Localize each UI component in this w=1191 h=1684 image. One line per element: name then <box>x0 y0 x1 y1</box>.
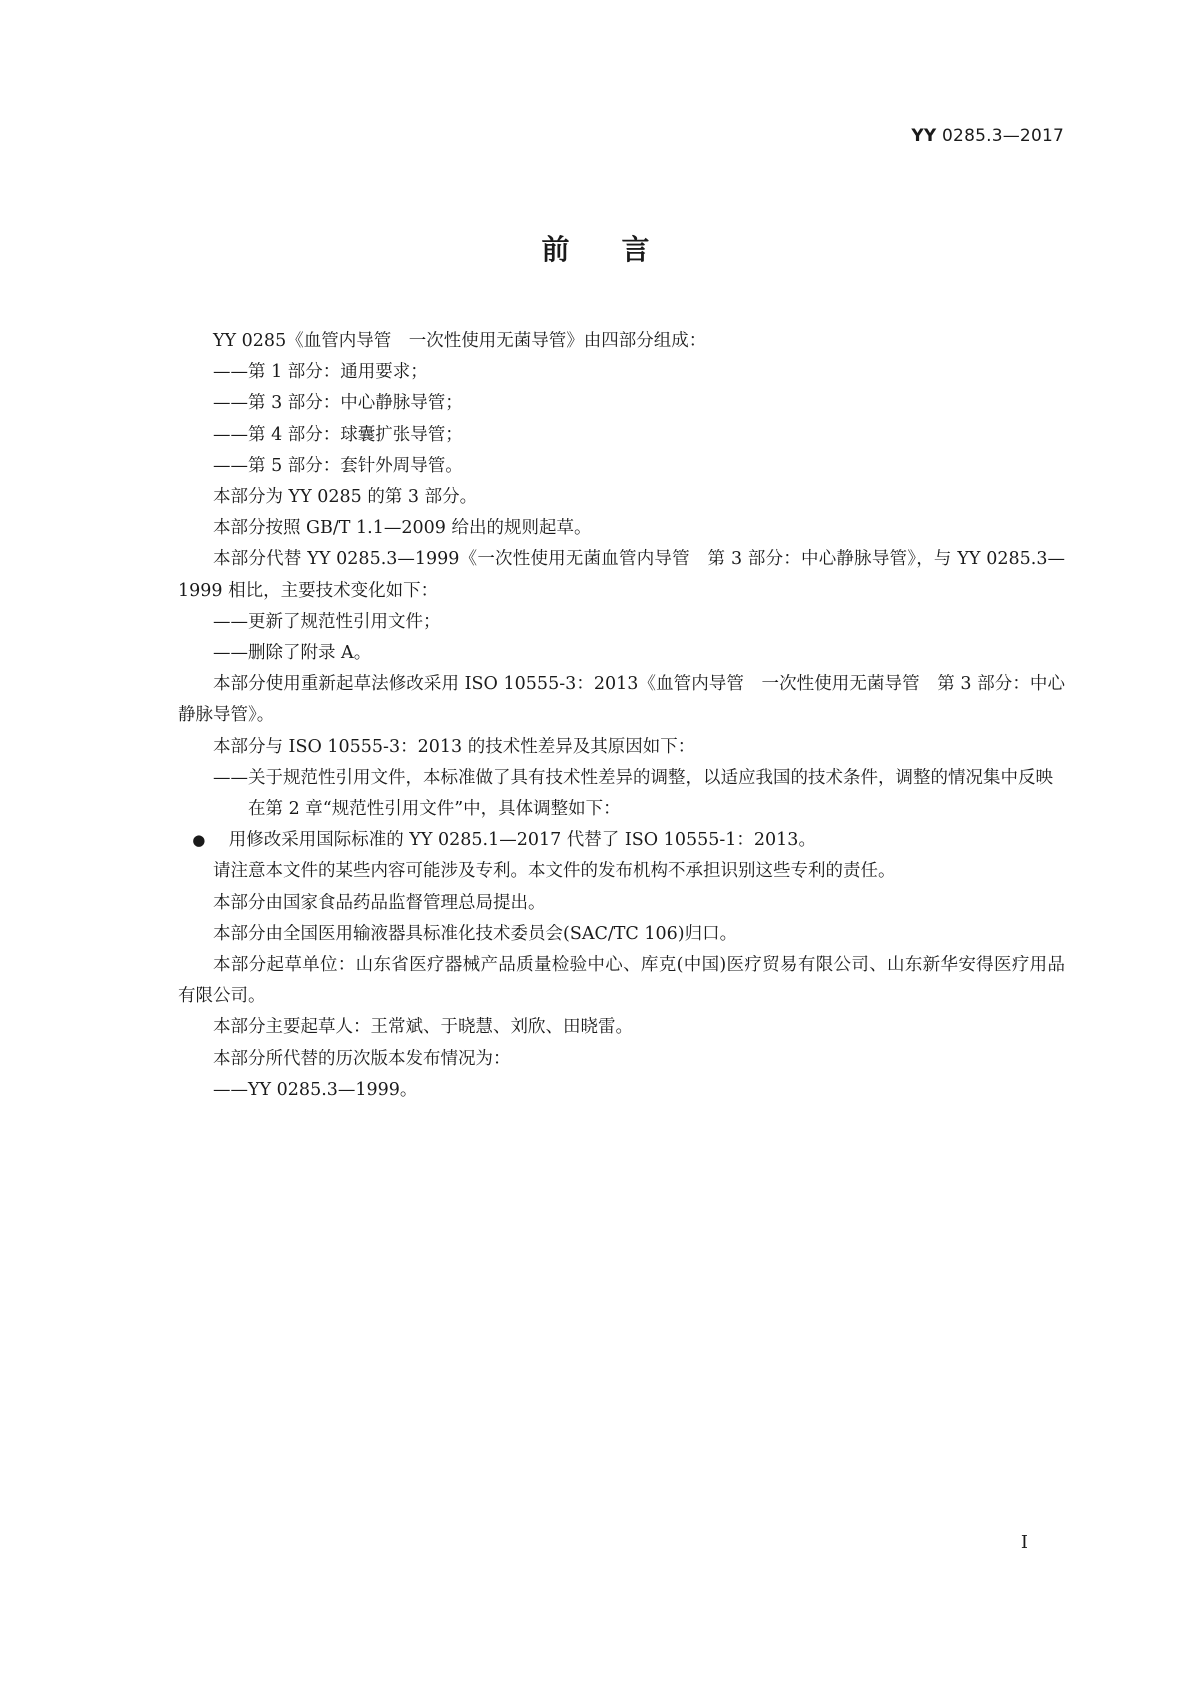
paragraph: 本部分由全国医用输液器具标准化技术委员会(SAC/TC 106)归口。 <box>213 923 738 944</box>
bullet-dot-icon: ● <box>192 831 206 850</box>
paragraph: 本部分由国家食品药品监督管理总局提出。 <box>213 892 546 913</box>
standard-number <box>911 126 1064 146</box>
list-item: ——关于规范性引用文件，本标准做了具有技术性差异的调整，以适应我国的技术条件，调整的情况集中反映在第 2 章“规范性引用文件”中，具体调整如下： <box>213 767 1053 820</box>
page-number: I <box>1020 1532 1028 1553</box>
list-item: ——第 1 部分：通用要求； <box>213 362 428 383</box>
list-item: ——更新了规范性引用文件； <box>213 611 441 632</box>
list-item: ——YY 0285.3—1999。 <box>213 1079 418 1100</box>
preface-body <box>178 326 1065 1106</box>
paragraph: 本部分按照 GB/T 1.1—2009 给出的规则起草。 <box>213 518 592 539</box>
paragraph: 请注意本文件的某些内容可能涉及专利。本文件的发布机构不承担识别这些专利的责任。 <box>213 861 896 882</box>
standard-code: 0285.3—2017 <box>936 126 1064 146</box>
paragraph: 本部分主要起草人：王常斌、于晓慧、刘欣、田晓雷。 <box>213 1017 633 1038</box>
bullet-text: 用修改采用国际标准的 YY 0285.1—2017 代替了 ISO 10555-1：2013。 <box>228 830 816 851</box>
paragraph: 本部分使用重新起草法修改采用 ISO 10555-3：2013《血管内导管 一次性使用无菌导管 第 3 部分：中心静脉导管》。 <box>178 674 1065 726</box>
list-item: ——第 3 部分：中心静脉导管； <box>213 393 463 414</box>
paragraph: 本部分为 YY 0285 的第 3 部分。 <box>213 487 478 508</box>
list-item: ——删除了附录 A。 <box>213 643 372 664</box>
paragraph: 本部分代替 YY 0285.3—1999《一次性使用无菌血管内导管 第 3 部分：中心静脉导管》，与 YY 0285.3—1999 相比，主要技术变化如下： <box>178 549 1065 601</box>
list-item: ——第 4 部分：球囊扩张导管； <box>213 424 463 445</box>
bullet-item <box>178 825 1065 856</box>
paragraph: YY 0285《血管内导管 一次性使用无菌导管》由四部分组成： <box>213 331 707 351</box>
paragraph: 本部分与 ISO 10555-3：2013 的技术性差异及其原因如下： <box>213 736 696 757</box>
paragraph: 本部分起草单位：山东省医疗器械产品质量检验中心、库克(中国)医疗贸易有限公司、山东新华安得医疗用品有限公司。 <box>178 955 1065 1007</box>
standard-prefix: YY <box>911 126 937 146</box>
list-item: ——第 5 部分：套针外周导管。 <box>213 455 463 476</box>
paragraph: 本部分所代替的历次版本发布情况为： <box>213 1048 511 1069</box>
page-title: 前言 <box>541 233 702 266</box>
